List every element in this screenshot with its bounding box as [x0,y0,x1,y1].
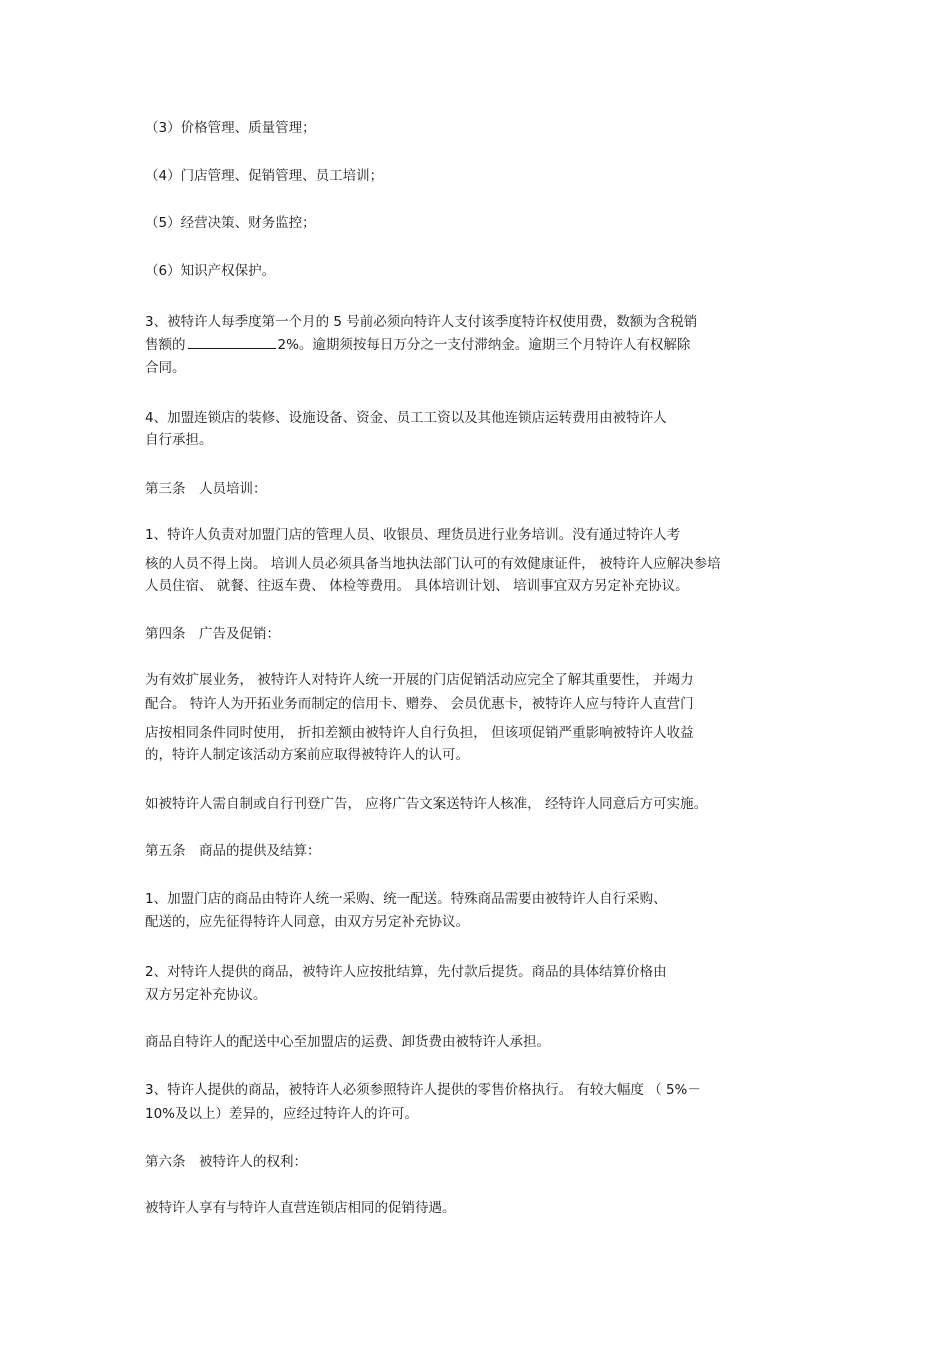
text-line: 自行承担。 [145,432,213,448]
text-line: （4）门店管理、促销管理、员工培训； [145,168,384,184]
text-line: （6）知识产权保护。 [145,263,276,279]
text-segment: 2%。逾期须按每日万分之一支付滞纳金。逾期三个月特许人有权解除 [277,337,691,353]
text-line: 为有效扩展业务， 被特许人对特许人统一开展的门店促销活动应完全了解其重要性， 并竭力 [145,672,694,688]
text-segment: 售额的 [145,337,186,353]
text-line: 商品自特许人的配送中心至加盟店的运费、卸货费由被特许人承担。 [145,1034,550,1050]
text-line: （3）价格管理、质量管理； [145,120,316,136]
text-line: 合同。 [145,360,186,376]
text-line: 1、加盟门店的商品由特许人统一采购、统一配送。特殊商品需要由被特许人自行采购、 [145,891,667,907]
text-line: 双方另定补充协议。 [145,987,267,1003]
section-heading: 第四条 广告及促销： [145,626,280,642]
text-line: （5）经营决策、财务监控； [145,215,316,231]
text-line: 3、被特许人每季度第一个月的 5 号前必须向特许人支付该季度特许权使用费，数额为含税销 [145,314,698,330]
text-line: 配送的，应先征得特许人同意，由双方另定补充协议。 [145,914,469,930]
section-heading: 第五条 商品的提供及结算： [145,843,321,859]
text-line [145,334,690,355]
section-heading: 第三条 人员培训： [145,481,267,497]
text-line: 4、加盟连锁店的装修、设施设备、资金、员工工资以及其他连锁店运转费用由被特许人 [145,410,667,426]
text-line: 的，特许人制定该活动方案前应取得被特许人的认可。 [145,747,469,763]
text-line: 店按相同条件同时使用， 折扣差额由被特许人自行负担， 但该项促销严重影响被特许人收益 [145,725,694,741]
text-line: 3、特许人提供的商品，被特许人必须参照特许人提供的零售价格执行。 有较大幅度 （ 5%－ [145,1082,701,1098]
text-line: 人员住宿、 就餐、往返车费、 体检等费用。 具体培训计划、 培训事宜双方另定补充协议。 [145,578,689,594]
text-line: 核的人员不得上岗。 培训人员必须具备当地执法部门认可的有效健康证件， 被特许人应解决参培 [145,556,721,572]
text-line: 1、特许人负责对加盟门店的管理人员、收银员、理货员进行业务培训。没有通过特许人考 [145,527,681,543]
text-line: 10%及以上）差异的，应经过特许人的许可。 [145,1106,419,1122]
text-line: 如被特许人需自制或自行刊登广告， 应将广告文案送特许人核准， 经特许人同意后方可实施。 [145,796,708,812]
fill-in-blank [188,334,276,349]
section-heading: 第六条 被特许人的权利： [145,1154,307,1170]
text-line: 被特许人享有与特许人直营连锁店相同的促销待遇。 [145,1200,456,1216]
text-line: 配合。 特许人为开拓业务而制定的信用卡、赠券、 会员优惠卡，被特许人应与特许人直营门 [145,696,694,712]
text-line: 2、对特许人提供的商品，被特许人应按批结算，先付款后提货。商品的具体结算价格由 [145,964,667,980]
